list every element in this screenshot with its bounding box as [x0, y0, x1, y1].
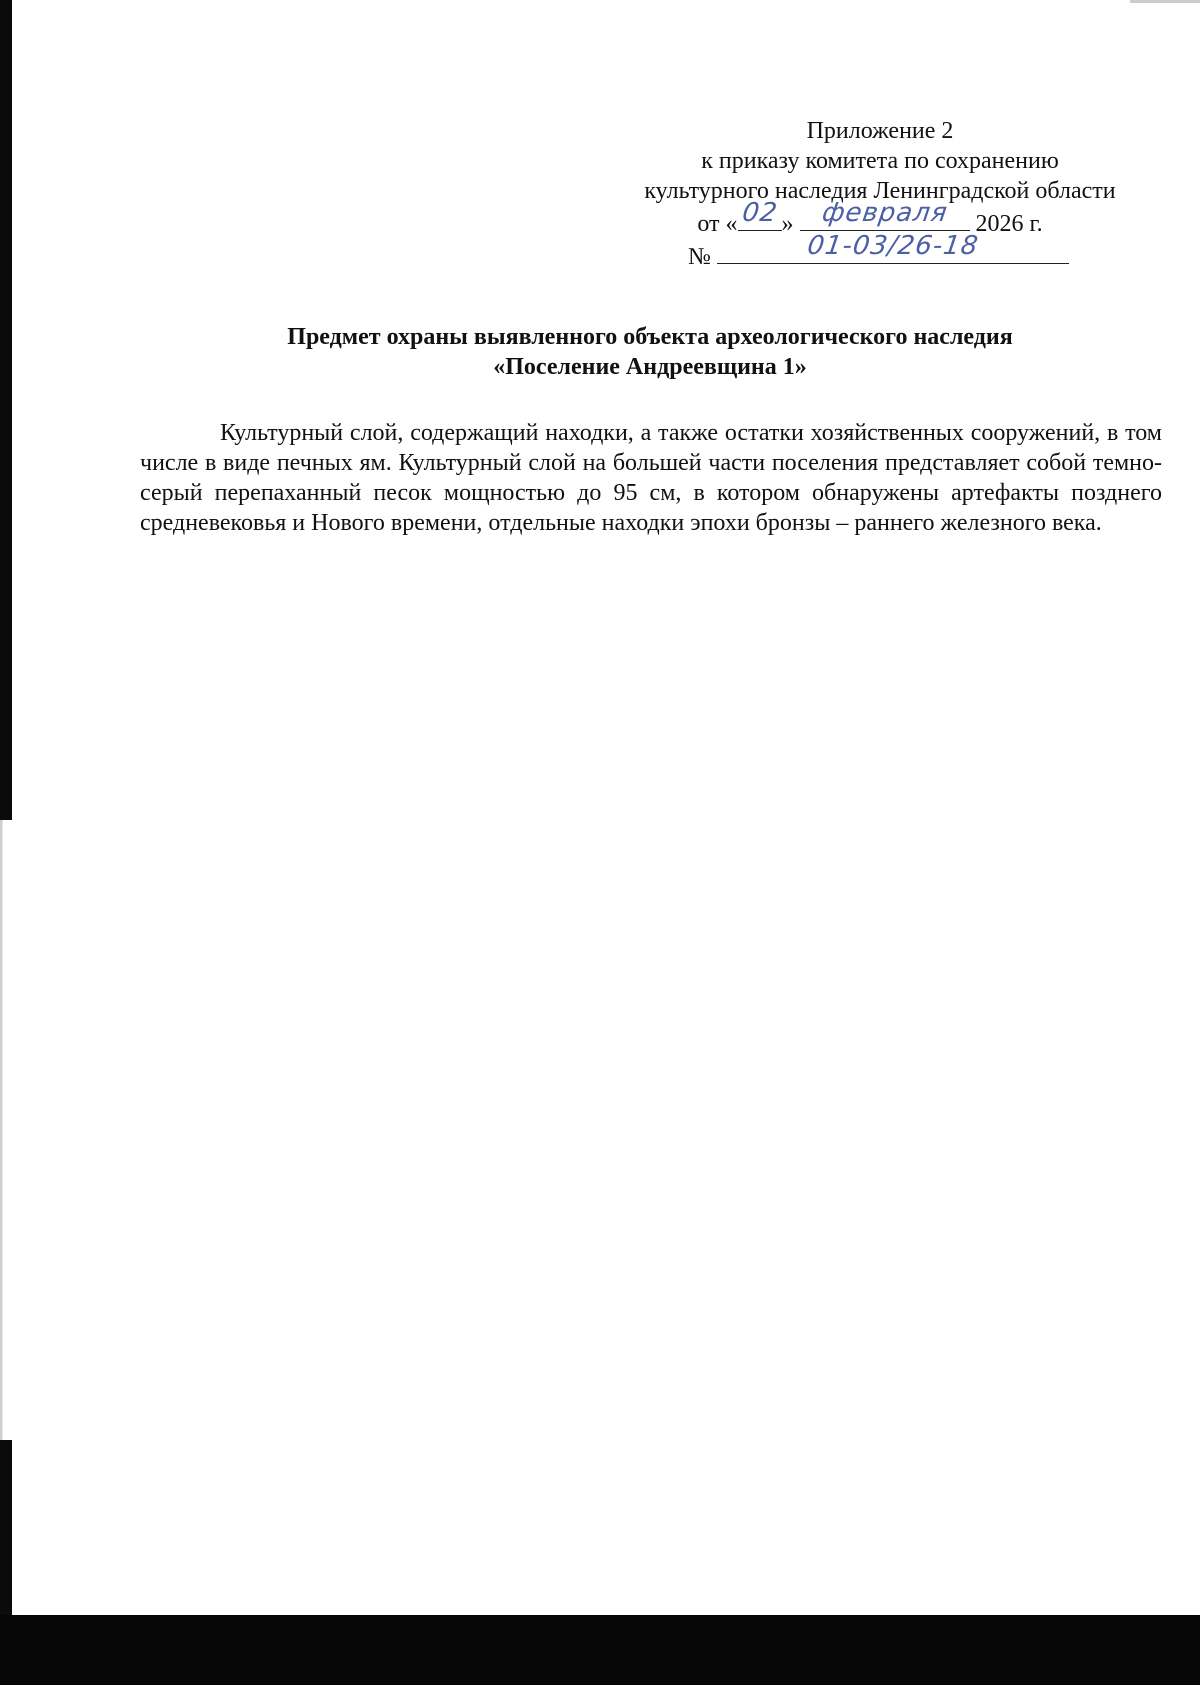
date-month-handwritten: февраля — [819, 198, 950, 228]
number-field — [717, 231, 1069, 264]
title-line-1: Предмет охраны выявленного объекта археологического наследия — [287, 324, 1013, 350]
title-line-2: «Поселение Андреевщина 1» — [493, 354, 807, 380]
scan-left-gap — [0, 820, 12, 1440]
number-handwritten: 01-03/26-18 — [805, 231, 981, 261]
approval-line-3: культурного наследия Ленинградской области — [644, 178, 1116, 204]
approval-number-line — [590, 231, 1170, 272]
date-month-field — [800, 198, 970, 231]
date-day-handwritten: 02 — [739, 198, 780, 228]
date-day-field — [738, 198, 782, 231]
scan-bottom-band — [0, 1615, 1200, 1685]
approval-block — [590, 116, 1170, 272]
document-title — [130, 322, 1170, 382]
scan-top-right-mark — [1130, 0, 1200, 3]
body-paragraph: Культурный слой, содержащий находки, а также остатки хозяйственных сооружений, в том числе в виде печных ям. Культурный слой на большей части поселения представляет собой темно-серый перепаханный песок мощностью до 95 см, в котором обнаружены артефакты позднего средневековья и Нового времени, отдельные находки эпохи бронзы – раннего железного века. — [140, 420, 1162, 536]
approval-line-2: к приказу комитета по сохранению — [701, 148, 1059, 174]
number-prefix: № — [688, 244, 711, 270]
date-mid: » — [781, 211, 794, 237]
date-prefix: от « — [697, 211, 738, 237]
approval-line-1: Приложение 2 — [806, 118, 954, 144]
date-year: 2026 г. — [975, 211, 1043, 237]
